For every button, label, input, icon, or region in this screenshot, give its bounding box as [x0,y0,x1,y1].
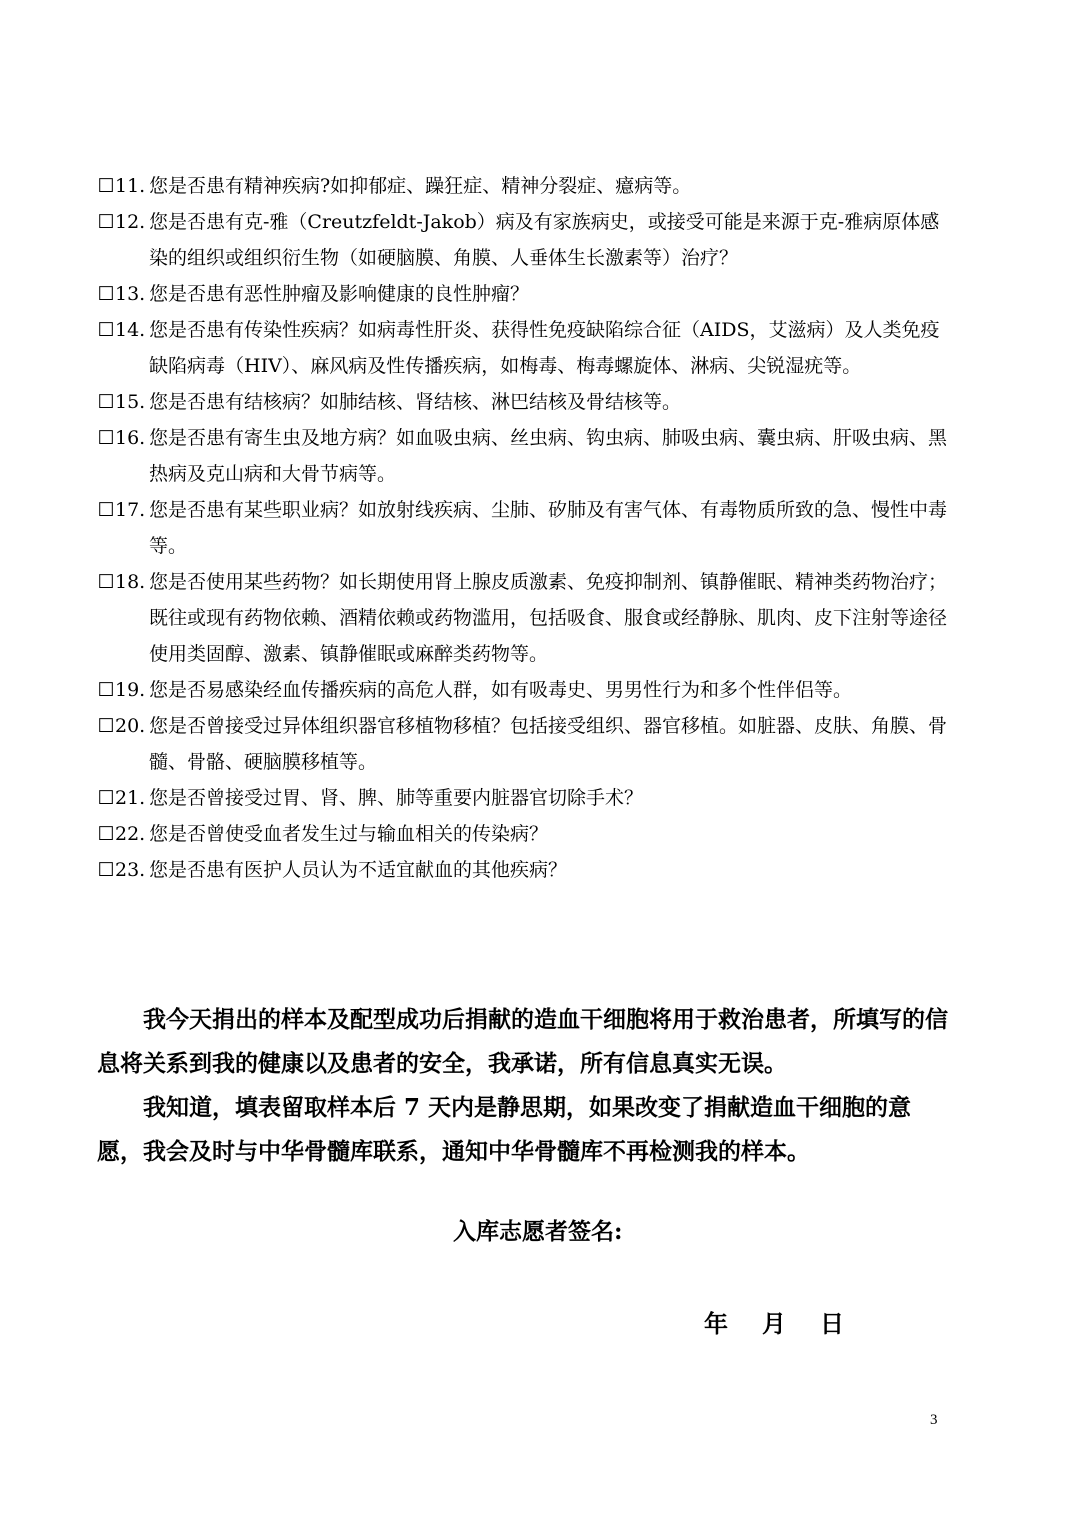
question-item-14 [97,312,957,384]
signature-label: 入库志愿者签名: [453,1218,623,1245]
question-item-22 [97,816,957,852]
question-checkbox[interactable]: ☐ [97,211,115,233]
question-checkbox[interactable]: ☐ [97,715,115,737]
question-number: 11. [115,175,146,197]
question-checkbox[interactable]: ☐ [97,679,115,701]
question-checkbox[interactable]: ☐ [97,391,115,413]
question-number: 18. [115,571,146,593]
question-item-12 [97,204,957,276]
question-number: 16. [115,427,146,449]
question-item-19 [97,672,957,708]
question-number: 22. [115,823,146,845]
question-text: 您是否患有结核病？如肺结核、肾结核、淋巴结核及骨结核等。 [149,391,682,413]
question-text: 您是否曾接受过异体组织器官移植物移植？包括接受组织、器官移植。如脏器、皮肤、角膜、骨髓、骨骼、硬脑膜移植等。 [149,715,948,773]
question-item-21 [97,780,957,816]
question-checkbox[interactable]: ☐ [97,427,115,449]
question-item-18 [97,564,957,672]
question-item-15 [97,384,957,420]
declaration [97,998,957,1174]
question-text: 您是否患有精神疾病?如抑郁症、躁狂症、精神分裂症、癔病等。 [149,175,692,197]
question-item-20 [97,708,957,780]
question-number: 12. [115,211,146,233]
question-checkbox[interactable]: ☐ [97,319,115,341]
question-text: 您是否患有医护人员认为不适宜献血的其他疾病？ [149,859,568,881]
question-text: 您是否曾使受血者发生过与输血相关的传染病？ [149,823,549,845]
question-checkbox[interactable]: ☐ [97,283,115,305]
question-checkbox[interactable]: ☐ [97,787,115,809]
question-text: 您是否易感染经血传播疾病的高危人群，如有吸毒史、男男性行为和多个性伴侣等。 [149,679,853,701]
question-checkbox[interactable]: ☐ [97,175,115,197]
question-item-11 [97,168,957,204]
question-number: 21. [115,787,146,809]
declaration-paragraph: 我今天捐出的样本及配型成功后捐献的造血干细胞将用于救治患者，所填写的信息将关系到我的健康以及患者的安全，我承诺，所有信息真实无误。 [97,1006,948,1077]
question-text: 您是否患有寄生虫及地方病？如血吸虫病、丝虫病、钩虫病、肺吸虫病、囊虫病、肝吸虫病、黑热病及克山病和大骨节病等。 [149,427,948,485]
question-text: 您是否患有恶性肿瘤及影响健康的良性肿瘤？ [149,283,530,305]
question-number: 14. [115,319,146,341]
question-number: 17. [115,499,146,521]
question-checkbox[interactable]: ☐ [97,859,115,881]
question-list [97,168,957,888]
question-text: 您是否患有传染性疾病？如病毒性肝炎、获得性免疫缺陷综合征（AIDS，艾滋病）及人类免疫缺陷病毒（HIV）、麻风病及性传播疾病，如梅毒、梅毒螺旋体、淋病、尖锐湿疣等。 [149,319,940,377]
question-text: 您是否患有某些职业病？如放射线疾病、尘肺、矽肺及有害气体、有毒物质所致的急、慢性中毒等。 [149,499,948,557]
question-number: 19. [115,679,146,701]
question-number: 13. [115,283,146,305]
page-number: 3 [930,1412,938,1428]
question-checkbox[interactable]: ☐ [97,499,115,521]
question-item-17 [97,492,957,564]
question-item-16 [97,420,957,492]
question-number: 23. [115,859,146,881]
date-month: 月 [762,1309,786,1338]
question-text: 您是否使用某些药物？如长期使用肾上腺皮质激素、免疫抑制剂、镇静催眠、精神类药物治疗；既往或现有药物依赖、酒精依赖或药物滥用，包括吸食、服食或经静脉、肌肉、皮下注射等途径使用类固醇、激素、镇静催眠或麻醉类药物等。 [149,571,948,665]
question-checkbox[interactable]: ☐ [97,823,115,845]
question-text: 您是否曾接受过胃、肾、脾、肺等重要内脏器官切除手术？ [149,787,644,809]
question-item-23 [97,852,957,888]
question-checkbox[interactable]: ☐ [97,571,115,593]
declaration-paragraph: 我知道，填表留取样本后 7 天内是静思期，如果改变了捐献造血干细胞的意愿，我会及时与中华骨髓库联系，通知中华骨髓库不再检测我的样本。 [97,1094,912,1165]
question-text: 您是否患有克-雅（Creutzfeldt-Jakob）病及有家族病史，或接受可能是来源于克-雅病原体感染的组织或组织衍生物（如硬脑膜、角膜、人垂体生长激素等）治疗？ [149,211,940,269]
question-number: 20. [115,715,146,737]
date-day: 日 [820,1309,844,1338]
question-item-13 [97,276,957,312]
date-year: 年 [704,1309,728,1338]
question-number: 15. [115,391,146,413]
date-line [704,1304,844,1339]
